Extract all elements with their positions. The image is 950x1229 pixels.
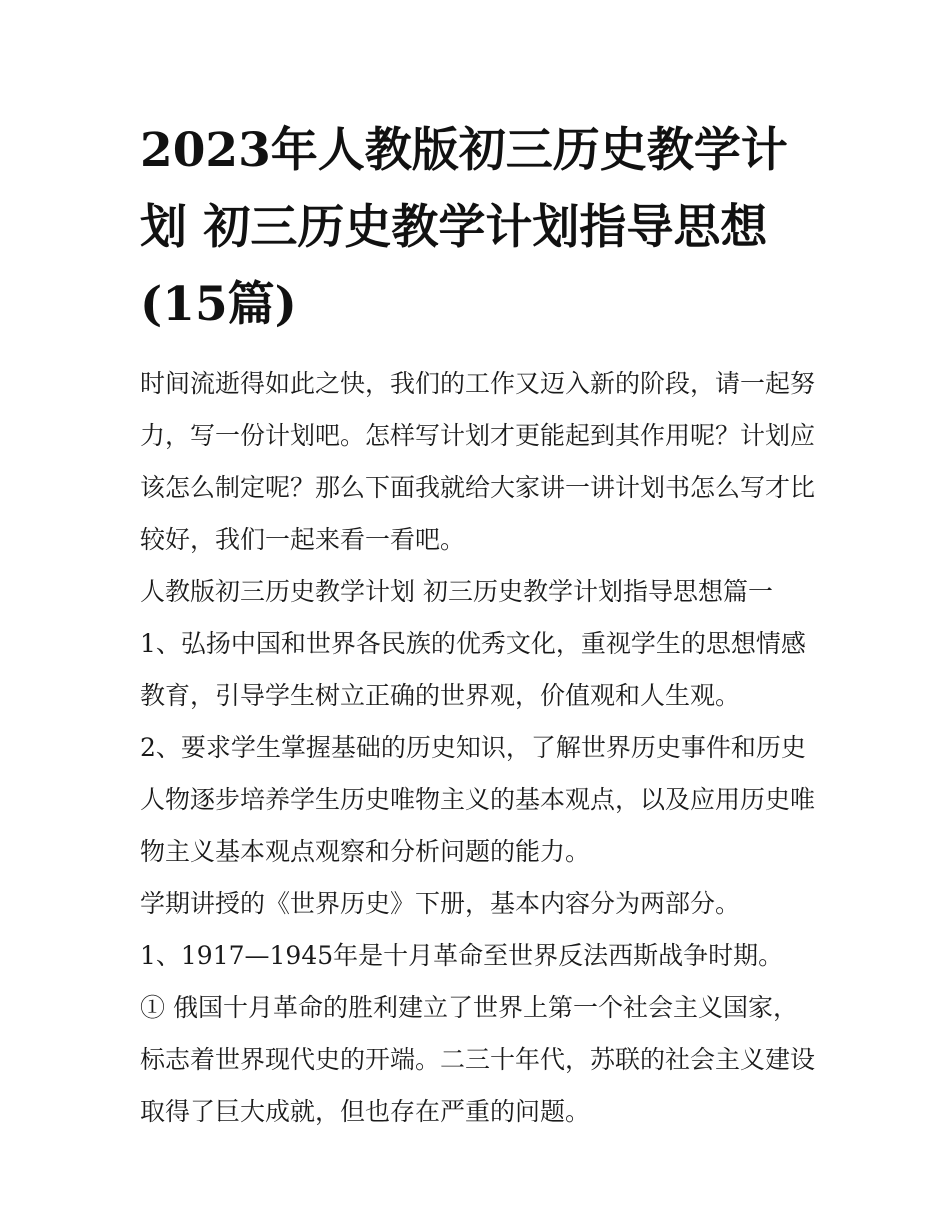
document-title: 2023年人教版初三历史教学计划 初三历史教学计划指导思想(15篇) (140, 123, 788, 332)
paragraph-section-1-item-1: 人教版初三历史教学计划 初三历史教学计划指导思想篇一 1、弘扬中国和世界各民族的优秀文化，重视学生的思想情感教育，引导学生树立正确的世界观，价值观和人生观。 (140, 577, 806, 710)
paragraph-period-1: 1、1917—1945年是十月革命至世界反法西斯战争时期。 (140, 941, 784, 970)
paragraph-item-2: 2、要求学生掌握基础的历史知识，了解世界历史事件和历史人物逐步培养学生历史唯物主义的基本观点，以及应用历史唯物主义基本观点观察和分析问题的能力。 (140, 733, 816, 866)
paragraph-semester-content: 学期讲授的《世界历史》下册，基本内容分为两部分。 (140, 889, 741, 918)
document-body (140, 358, 820, 1138)
paragraph-point-1: ① 俄国十月革命的胜利建立了世界上第一个社会主义国家，标志着世界现代史的开端。二三十年代，苏联的社会主义建设取得了巨大成就，但也存在严重的问题。 (140, 993, 816, 1126)
paragraph-intro: 时间流逝得如此之快，我们的工作又迈入新的阶段，请一起努力，写一份计划吧。怎样写计划才更能起到其作用呢？计划应该怎么制定呢？那么下面我就给大家讲一讲计划书怎么写才比较好，我们一起来看一看吧。 (140, 369, 816, 554)
